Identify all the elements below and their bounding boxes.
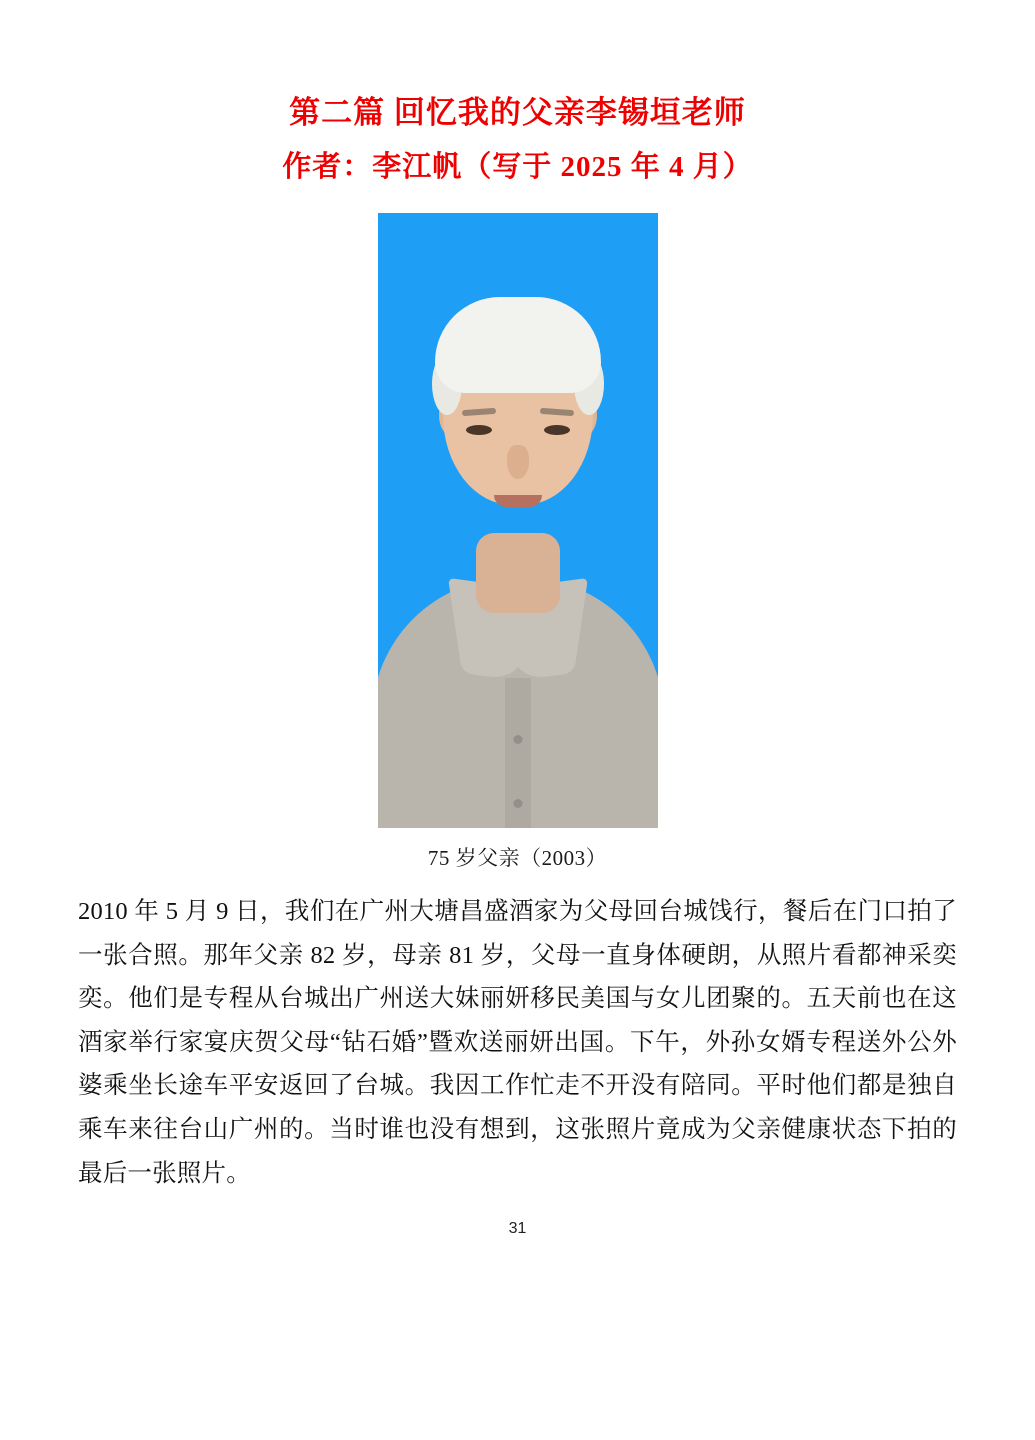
figure bbox=[378, 213, 658, 872]
figure-caption: 75 岁父亲（2003） bbox=[427, 845, 608, 870]
portrait-eye-left bbox=[466, 425, 492, 435]
body-paragraph: 2010 年 5 月 9 日，我们在广州大塘昌盛酒家为父母回台城饯行，餐后在门口拍了一张合照。那年父亲 82 岁，母亲 81 岁，父母一直身体硬朗，从照片看都神采奕奕。他们是专程从台城出广州送大妹丽妍移民美国与女儿团聚的。五天前也在这酒家举行家宴庆贺父母“钻石婚”暨欢送丽妍出国。下午，外孙女婿专程送外公外婆乘坐长途车平安返回了台城。我因工作忙走不开没有陪同。平时他们都是独自乘车来往台山广州的。当时谁也没有想到，这张照片竟成为父亲健康状态下拍的最后一张照片。 bbox=[78, 897, 957, 1187]
portrait-nose bbox=[507, 445, 529, 479]
portrait-photo bbox=[378, 213, 658, 828]
page-title: 第二篇 回忆我的父亲李锡垣老师 bbox=[289, 95, 746, 130]
portrait-shirt-button bbox=[513, 735, 522, 744]
title-block bbox=[78, 92, 957, 187]
page-subtitle: 作者：李江帆（写于 2025 年 4 月） bbox=[282, 150, 753, 183]
page-number: 31 bbox=[508, 1219, 527, 1237]
portrait-neck bbox=[476, 533, 560, 613]
portrait-eye-right bbox=[544, 425, 570, 435]
portrait-hair bbox=[435, 297, 601, 393]
portrait-mouth bbox=[494, 495, 542, 507]
portrait-shirt-button bbox=[513, 799, 522, 808]
